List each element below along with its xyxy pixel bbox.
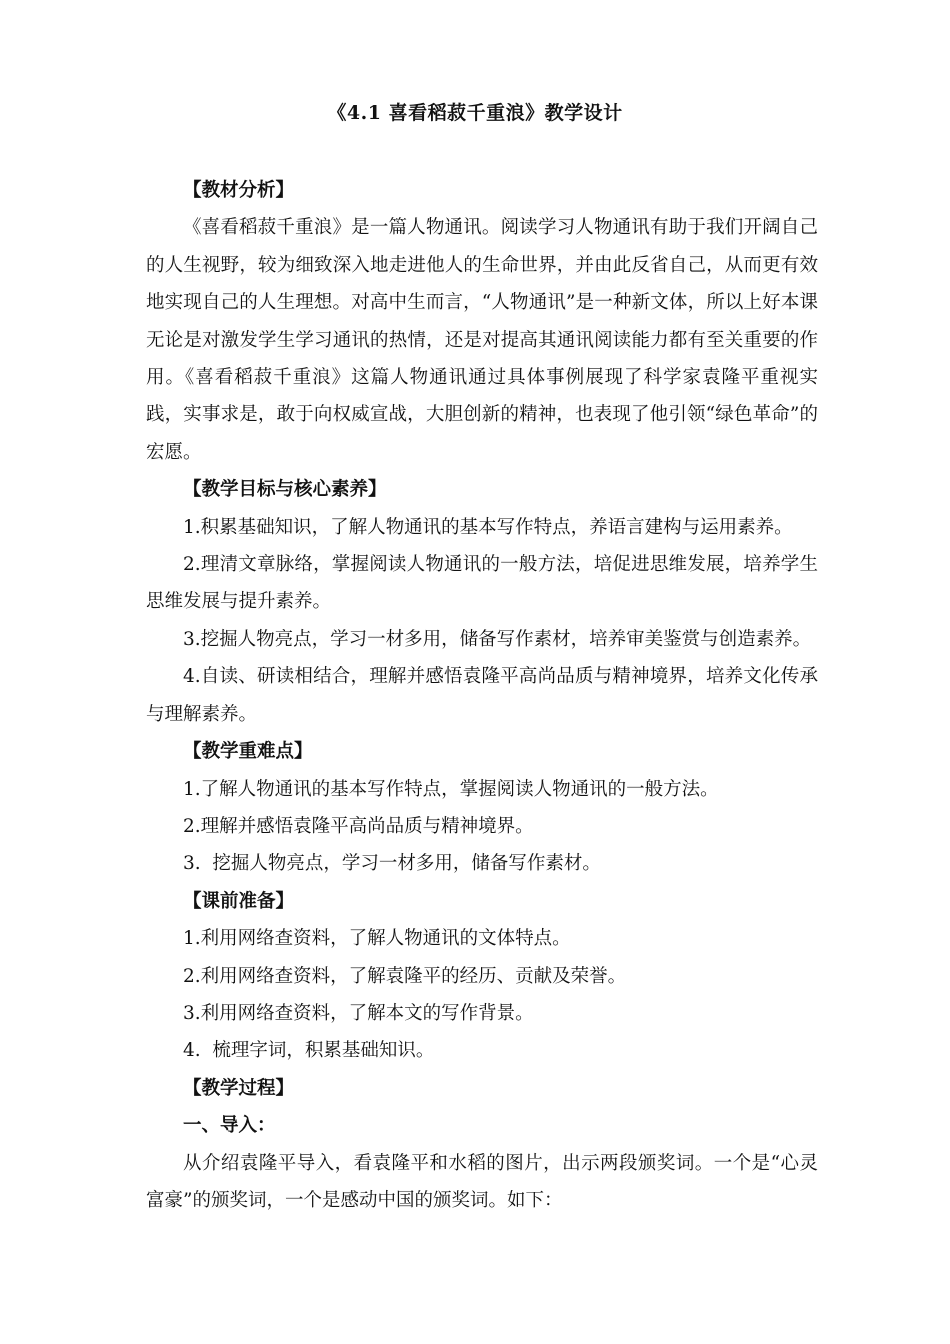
intro-paragraph: 从介绍袁隆平导入，看袁隆平和水稻的图片，出示两段颁奖词。一个是“心灵富豪”的颁奖词，一个是感动中国的颁奖词。如下： xyxy=(146,1152,818,1211)
analysis-paragraph: 《喜看稻菽千重浪》是一篇人物通讯。阅读学习人物通讯有助于我们开阔自己的人生视野，较为细致深入地走进他人的生命世界，并由此反省自己，从而更有效地实现自己的人生理想。对高中生而言，“人物通讯”是一种新文体，所以上好本课无论是对激发学生学习通讯的热情，还是对提高其通讯阅读能力都有至关重要的作用。《喜看稻菽千重浪》这篇人物通讯通过具体事例展现了科学家袁隆平重视实践，实事求是，敢于向权威宣战，大胆创新的精神，也表现了他引领“绿色革命”的宏愿。 xyxy=(146,217,818,463)
document-body xyxy=(146,172,818,1219)
section-heading-key-points: 【教学重难点】 xyxy=(183,741,313,763)
section-heading-analysis: 【教材分析】 xyxy=(183,180,295,201)
prep-item: 4. 梳理字词，积累基础知识。 xyxy=(183,1040,435,1062)
document-title: 《4.1 喜看稻菽千重浪》教学设计 xyxy=(327,102,623,124)
key-point-item: 1.了解人物通讯的基本写作特点，掌握阅读人物通讯的一般方法。 xyxy=(183,778,719,800)
key-point-item: 2.理解并感悟袁隆平高尚品质与精神境界。 xyxy=(183,815,534,837)
goal-item: 3.挖掘人物亮点，学习一材多用，储备写作素材，培养审美鉴赏与创造素养。 xyxy=(183,628,812,650)
section-heading-goals: 【教学目标与核心素养】 xyxy=(183,479,387,501)
prep-item: 1.利用网络查资料，了解人物通讯的文体特点。 xyxy=(183,928,571,950)
prep-item: 3.利用网络查资料，了解本文的写作背景。 xyxy=(183,1002,534,1024)
prep-item: 2.利用网络查资料，了解袁隆平的经历、贡献及荣誉。 xyxy=(183,965,627,987)
key-point-item: 3. 挖掘人物亮点，学习一材多用，储备写作素材。 xyxy=(183,853,601,875)
goal-item: 1.积累基础知识，了解人物通讯的基本写作特点，养语言建构与运用素养。 xyxy=(183,516,793,538)
goal-item: 2.理清文章脉络，掌握阅读人物通讯的一般方法，培促进思维发展，培养学生思维发展与提升素养。 xyxy=(146,554,818,613)
section-heading-prep: 【课前准备】 xyxy=(183,890,295,912)
subheading-intro: 一、导入： xyxy=(183,1115,276,1137)
goal-item: 4.自读、研读相结合，理解并感悟袁隆平高尚品质与精神境界，培养文化传承与理解素养。 xyxy=(146,666,818,725)
section-heading-process: 【教学过程】 xyxy=(183,1077,295,1099)
